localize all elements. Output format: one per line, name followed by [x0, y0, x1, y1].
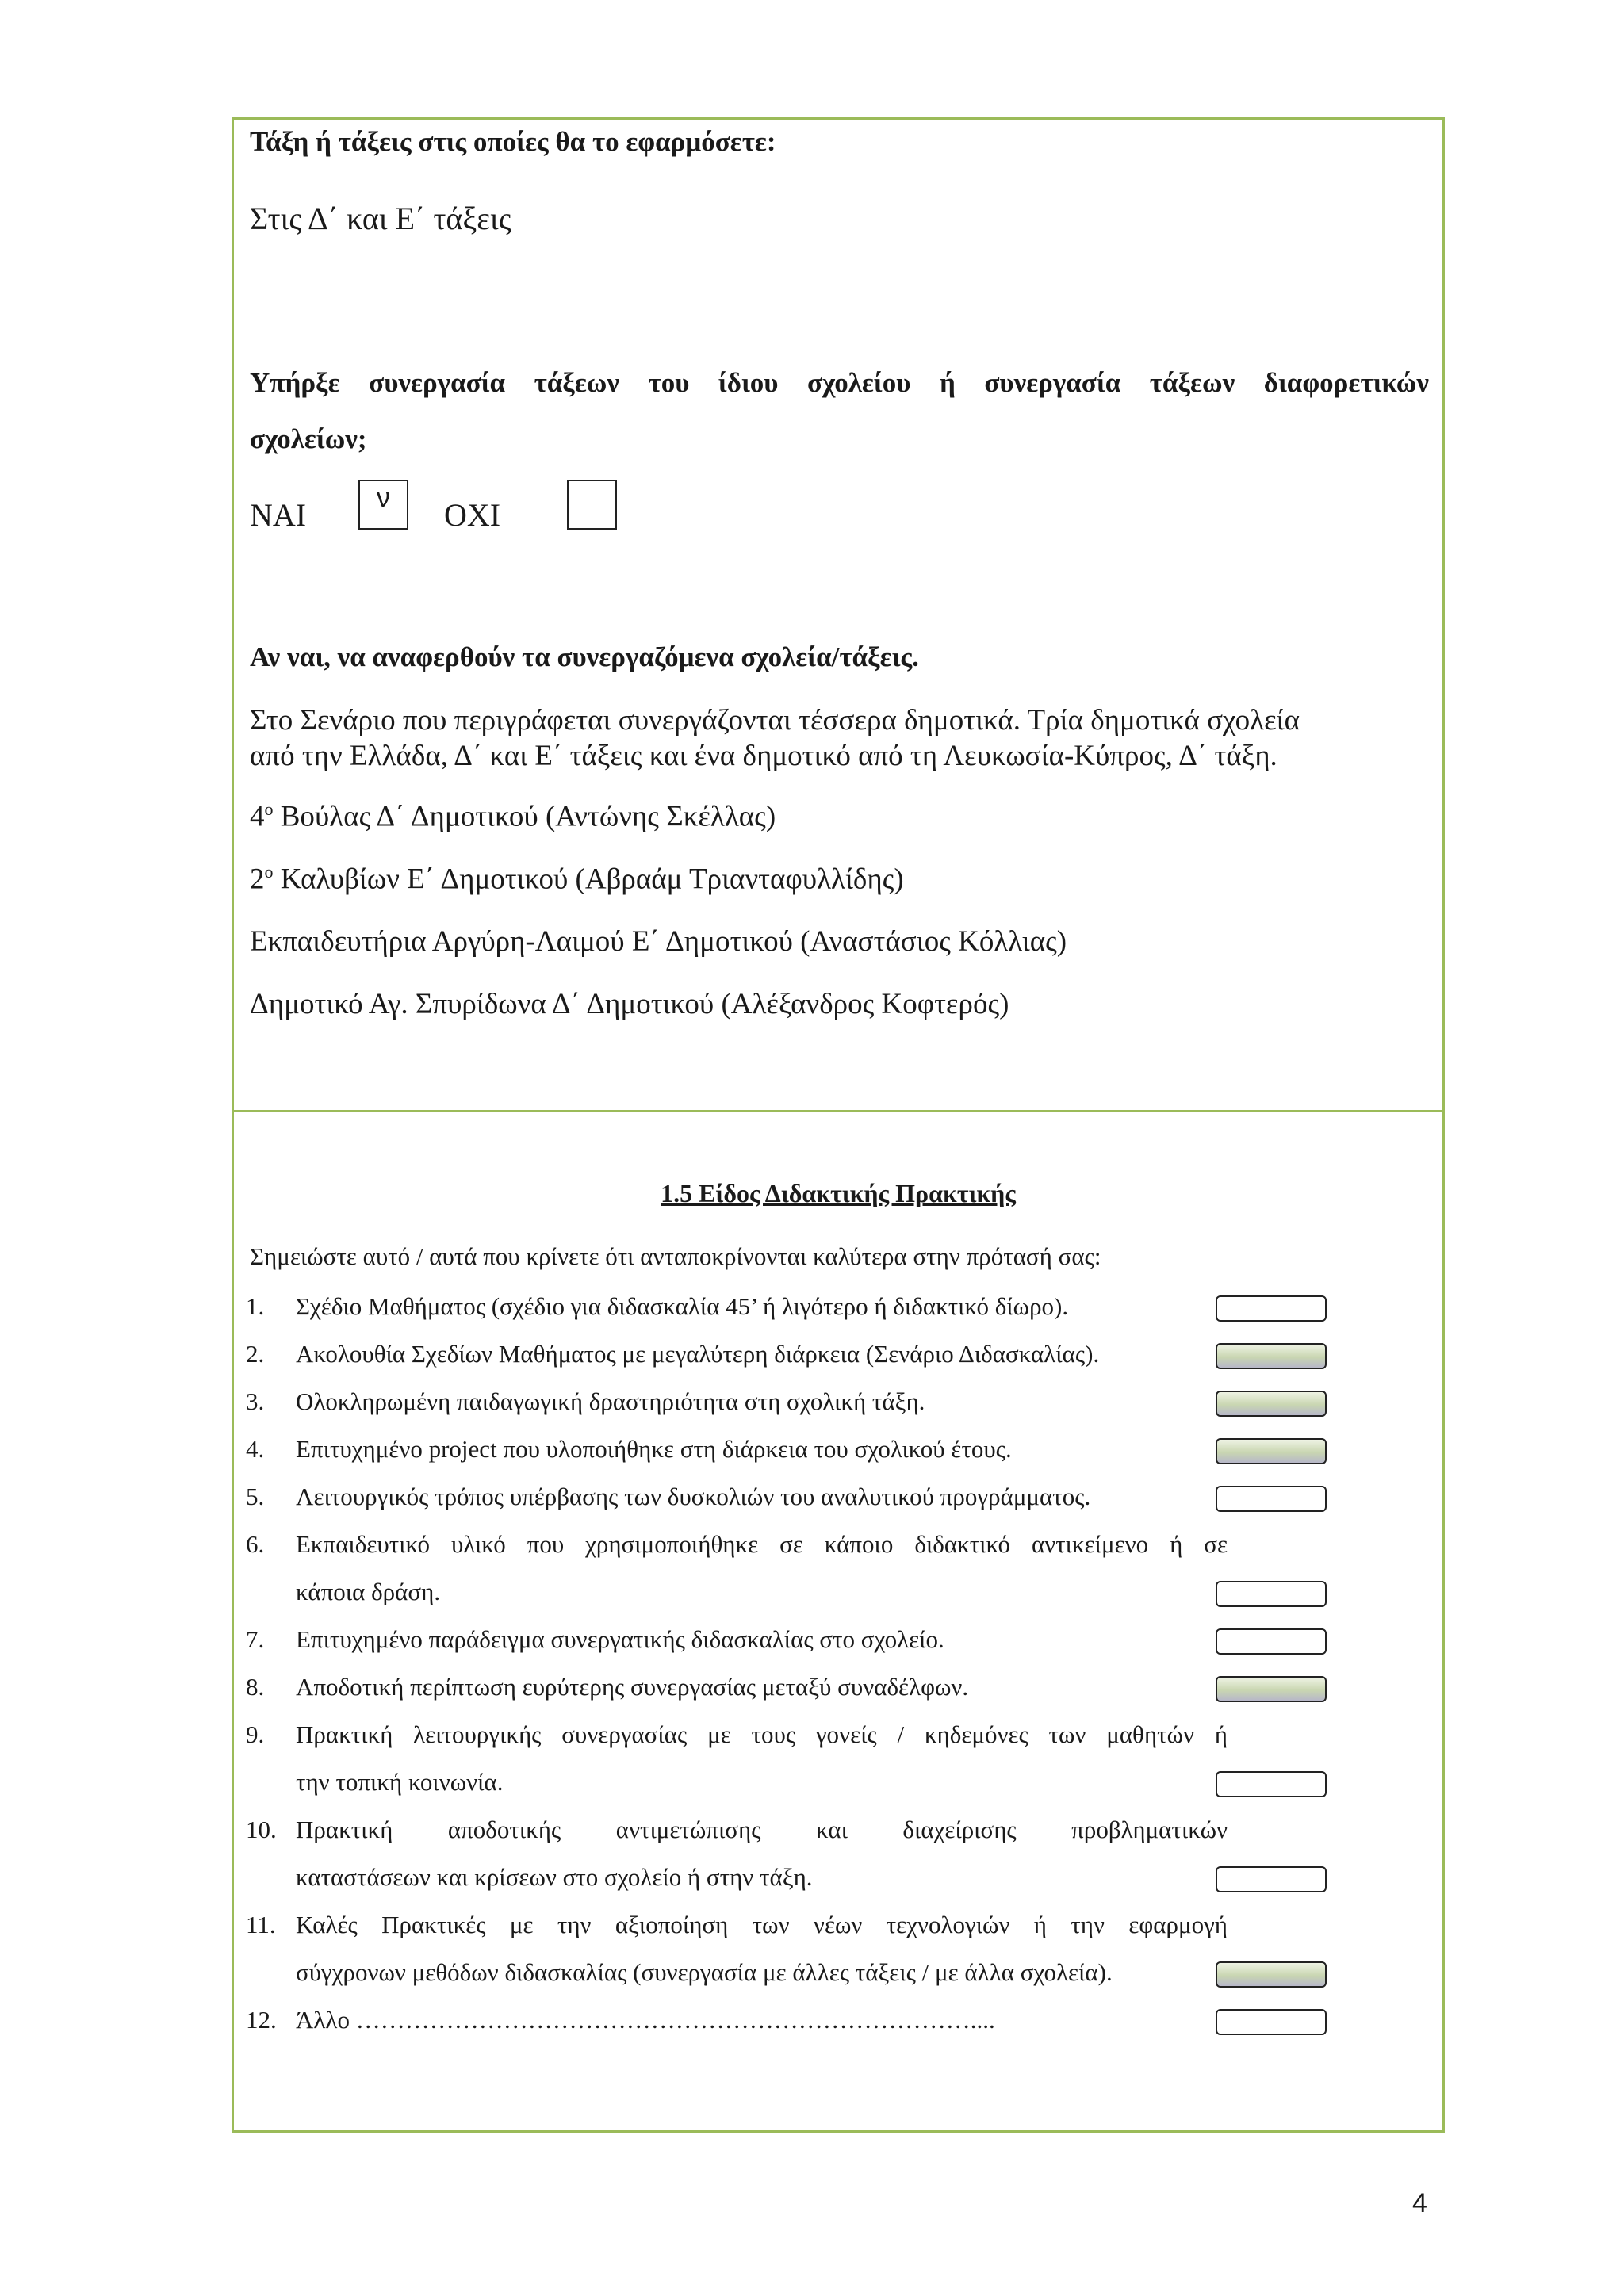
practice-item-number: 12.	[246, 2006, 277, 2034]
practice-item-text: Λειτουργικός τρόπος υπέρβασης των δυσκολιών του αναλυτικού προγράμματος.	[296, 1483, 1091, 1510]
school-3: Εκπαιδευτήρια Αργύρη-Λαιμού Ε΄ Δημοτικού (Αναστάσιος Κόλλιας)	[250, 925, 1067, 958]
practice-item-text: Επιτυχημένο παράδειγμα συνεργατικής διδασκαλίας στο σχολείο.	[296, 1625, 944, 1653]
cooperation-question-line1: Υπήρξε συνεργασία τάξεων του ίδιου σχολείου ή συνεργασία τάξεων διαφορετικών	[250, 367, 1429, 398]
practice-item-text: σύγχρονων μεθόδων διδασκαλίας (συνεργασία με άλλες τάξεις / με άλλα σχολεία).	[296, 1958, 1113, 1986]
page-number: 4	[1412, 2188, 1427, 2218]
practice-item-checkbox[interactable]	[1216, 1771, 1327, 1797]
practice-item-text: Επιτυχημένο project που υλοποιήθηκε στη διάρκεια του σχολικού έτους.	[296, 1435, 1012, 1463]
practice-item-text: την τοπική κοινωνία.	[296, 1768, 504, 1796]
section-heading: 1.5 Είδος Διδακτικής Πρακτικής	[661, 1179, 1016, 1207]
practice-item-number: 8.	[246, 1673, 265, 1701]
practice-item-number: 7.	[246, 1625, 265, 1653]
practice-item-number: 2.	[246, 1340, 265, 1368]
practice-item-text: Ολοκληρωμένη παιδαγωγική δραστηριότητα στη σχολική τάξη.	[296, 1387, 925, 1415]
school-1: $4^o$ Βούλας Δ΄ Δημοτικού (Αντώνης Σκέλλας)	[250, 799, 776, 833]
practice-item-text: Πρακτική αποδοτικής αντιμετώπισης και διαχείρισης προβληματικών	[296, 1816, 1228, 1843]
instruction-text: Σημειώστε αυτό / αυτά που κρίνετε ότι ανταποκρίνονται καλύτερα στην πρότασή σας:	[250, 1242, 1101, 1270]
practice-item-checkbox[interactable]	[1216, 1295, 1327, 1322]
practice-item-checkbox[interactable]	[1216, 1676, 1327, 1702]
practice-item-checkbox[interactable]	[1216, 1866, 1327, 1892]
yes-check-mark: ν	[377, 483, 390, 513]
practice-item-number: 1.	[246, 1292, 265, 1320]
practice-item-checkbox[interactable]	[1216, 1391, 1327, 1417]
school-2: $2^o$ Καλυβίων Ε΄ Δημοτικού (Αβραάμ Τριανταφυλλίδης)	[250, 862, 904, 896]
practice-item-checkbox[interactable]	[1216, 1581, 1327, 1607]
practice-item-number: 3.	[246, 1387, 265, 1415]
practice-item-text: καταστάσεων και κρίσεων στο σχολείο ή στην τάξη.	[296, 1863, 813, 1891]
practice-item-checkbox[interactable]	[1216, 1961, 1327, 1988]
practice-item-number: 11.	[246, 1911, 276, 1938]
cooperation-question-line2: σχολείων;	[250, 423, 367, 454]
practice-item-text: κάποια δράση.	[296, 1578, 441, 1605]
practice-item-number: 4.	[246, 1435, 265, 1463]
practice-item-text: Καλές Πρακτικές με την αξιοποίηση των νέων τεχνολογιών ή την εφαρμογή	[296, 1911, 1228, 1938]
description-line2: από την Ελλάδα, Δ΄ και Ε΄ τάξεις και ένα δημοτικό από τη Λευκωσία-Κύπρος, Δ΄ τάξη.	[250, 740, 1277, 772]
practice-item-text: Εκπαιδευτικό υλικό που χρησιμοποιήθηκε σε κάποιο διδακτικό αντικείμενο ή σε	[296, 1530, 1228, 1558]
practice-item-text: Αποδοτική περίπτωση ευρύτερης συνεργασίας μεταξύ συναδέλφων.	[296, 1673, 969, 1701]
practice-item-checkbox[interactable]	[1216, 1628, 1327, 1655]
practice-item-number: 10.	[246, 1816, 277, 1843]
practice-item-number: 5.	[246, 1483, 265, 1510]
if-yes-label: Αν ναι, να αναφερθούν τα συνεργαζόμενα σχολεία/τάξεις.	[250, 641, 919, 672]
practice-item-number: 9.	[246, 1720, 265, 1748]
cooperation-question	[250, 366, 1429, 400]
practice-item-checkbox[interactable]	[1216, 1438, 1327, 1464]
no-label: ΟΧΙ	[444, 497, 501, 533]
no-checkbox[interactable]	[567, 480, 617, 530]
practice-item-text: Πρακτική λειτουργικής συνεργασίας με τους γονείς / κηδεμόνες των μαθητών ή	[296, 1720, 1228, 1748]
practice-item-checkbox[interactable]	[1216, 1486, 1327, 1512]
classes-label: Τάξη ή τάξεις στις οποίες θα το εφαρμόσετε:	[250, 126, 776, 157]
practice-item-number: 6.	[246, 1530, 265, 1558]
practice-item-text: Άλλο …………………………………………………………………....	[296, 2006, 995, 2034]
classes-value: Στις Δ΄ και Ε΄ τάξεις	[250, 201, 511, 236]
practice-item-checkbox[interactable]	[1216, 2009, 1327, 2035]
yes-label: ΝΑΙ	[250, 497, 307, 533]
practice-item-text: Ακολουθία Σχεδίων Μαθήματος με μεγαλύτερη διάρκεια (Σενάριο Διδασκαλίας).	[296, 1340, 1100, 1368]
description-line1: Στο Σενάριο που περιγράφεται συνεργάζονται τέσσερα δημοτικά. Τρία δημοτικά σχολεία	[250, 704, 1300, 737]
yes-checkbox[interactable]	[358, 480, 408, 530]
practice-item-text: Σχέδιο Μαθήματος (σχέδιο για διδασκαλία 45’ ή λιγότερο ή διδακτικό δίωρο).	[296, 1292, 1069, 1320]
school-4: Δημοτικό Αγ. Σπυρίδωνα Δ΄ Δημοτικού (Αλέξανδρος Κοφτερός)	[250, 988, 1009, 1020]
practice-item-checkbox[interactable]	[1216, 1343, 1327, 1369]
section-1-frame	[232, 117, 1445, 1112]
